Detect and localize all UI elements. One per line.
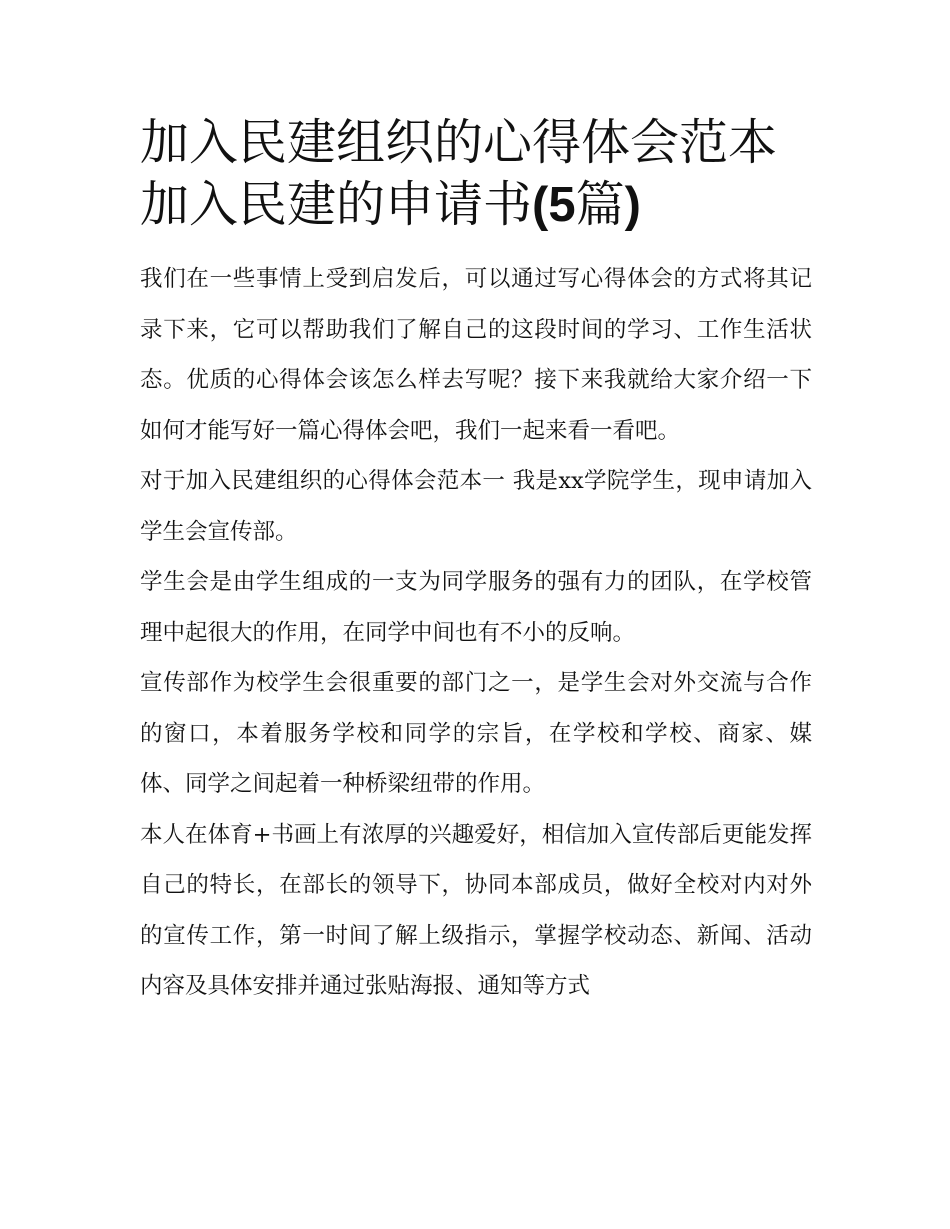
paragraph-student-union: 学生会是由学生组成的一支为同学服务的强有力的团队，在学校管理中起很大的作用，在同学中间也有不小的反响。: [140, 569, 812, 646]
document-content: [140, 112, 812, 1012]
title-line-2-count: (5: [532, 178, 576, 232]
document-title: [140, 112, 812, 236]
paragraph-application: 对于加入民建组织的心得体会范本一 我是xx学院学生，现申请加入学生会宣传部。: [140, 468, 812, 545]
title-line-2-unit: 篇: [575, 176, 625, 233]
title-line-2: [140, 174, 812, 236]
paragraph-intro: 我们在一些事情上受到启发后，可以通过写心得体会的方式将其记录下来，它可以帮助我们了解自己的这段时间的学习、工作生活状态。优质的心得体会该怎么样去写呢？接下来我就给大家介绍一下如何才能写好一篇心得体会吧，我们一起来看一看吧。: [140, 266, 812, 444]
title-line-1: 加入民建组织的心得体会范本: [140, 114, 778, 171]
title-line-2-text: 加入民建的申请书: [140, 176, 533, 233]
paragraph-personal-strengths: 本人在体育+书画上有浓厚的兴趣爱好，相信加入宣传部后更能发挥自己的特长，在部长的领导下，协同本部成员，做好全校对内对外的宣传工作，第一时间了解上级指示，掌握学校动态、新闻、活动内容及具体安排并通过张贴海报、通知等方式: [140, 821, 812, 999]
title-line-2-close: ): [624, 178, 641, 232]
paragraph-publicity-dept: 宣传部作为校学生会很重要的部门之一，是学生会对外交流与合作的窗口，本着服务学校和同学的宗旨，在学校和学校、商家、媒体、同学之间起着一种桥梁纽带的作用。: [140, 670, 812, 797]
